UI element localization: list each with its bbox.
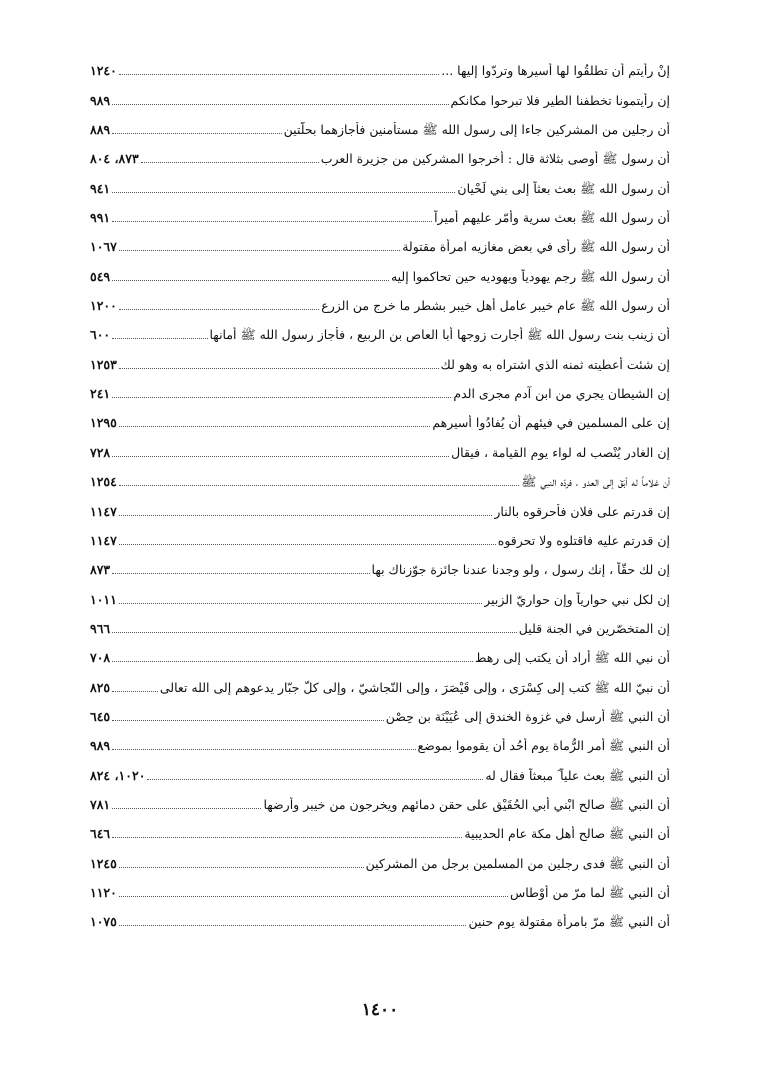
entry-text: أن النبي ﷺ فدى رجلين من المسلمين برجل من المشركين — [365, 855, 670, 871]
index-entry — [90, 725, 670, 754]
dot-leader — [141, 161, 319, 163]
index-entry — [90, 79, 670, 108]
entry-page-ref: ٩٦٦ — [90, 620, 111, 636]
index-entry — [90, 520, 670, 549]
dot-leader — [147, 778, 483, 780]
entry-text: إن الغادر يُنْصب له لواء يوم القيامة ، فيقال — [451, 444, 670, 460]
entry-text: أن رسول الله ﷺ رأى في بعض مغازيه امرأة مقتولة — [402, 239, 670, 255]
index-entry — [90, 373, 670, 402]
entry-text: أن رسول الله ﷺ رجم يهودياً ويهوديه حين تحاكموا إليه — [390, 268, 670, 284]
entry-text: أن النبي ﷺ صالح ابْني أبي الحُقَيْق على حقن دمائهم ويخرجون من خيبر وأرضها — [263, 796, 670, 812]
entry-page-ref: ١٠٧٥ — [90, 914, 117, 930]
entry-page-ref: ٦٤٥ — [90, 708, 111, 724]
index-entry — [90, 50, 670, 79]
entry-page-ref: ١١٤٧ — [90, 503, 117, 519]
entry-page-ref: ٧٠٨ — [90, 650, 111, 666]
dot-leader — [119, 308, 319, 310]
entry-page-ref: ١٠١١ — [90, 591, 117, 607]
entry-page-ref: ١٢٤٠ — [90, 63, 117, 79]
entry-text: أن نبيّ الله ﷺ كتب إلى كِسْرَى ، وإلى قَيْصَرَ ، وإلى النّجاشيّ ، وإلى كلّ جبّار يدعوهم إلى الله تعالى — [159, 679, 670, 695]
entry-text: أن النبي ﷺ صالح أهل مكة عام الحديبية — [464, 826, 670, 842]
entry-text: إن رأيتمونا تخطفنا الطير فلا تبرحوا مكانكم — [450, 92, 670, 108]
dot-leader — [112, 220, 432, 222]
dot-leader — [112, 748, 415, 750]
entry-text: أن رسول ﷺ أوصى بثلاثة قال : أخرجوا المشركين من جزيرة العرب — [320, 151, 670, 167]
entry-page-ref: ٩٤١ — [90, 180, 111, 196]
entry-page-ref: ٨٧٣، ٨٠٤ — [90, 151, 139, 167]
index-entry — [90, 608, 670, 637]
dot-leader — [112, 631, 517, 633]
entry-text: أن النبي ﷺ لما مرّ من أَوْطاس — [509, 884, 670, 900]
entry-text: إن على المسلمين في فيئهم أن يُفادُوا أسيرهم — [432, 415, 670, 431]
entry-text: إن شئت أعطيته ثمنه الذي اشتراه به وهو لك — [440, 356, 670, 372]
index-entry — [90, 696, 670, 725]
dot-leader — [119, 514, 493, 516]
entry-page-ref: ٨٧٣ — [90, 562, 111, 578]
dot-leader — [119, 73, 439, 75]
dot-leader — [119, 249, 400, 251]
entry-text: أن النبي ﷺ بعث علياً ؓ مبعثاً فقال له — [485, 767, 670, 783]
entry-page-ref: ١١٤٧ — [90, 532, 117, 548]
entry-text: أن النبي ﷺ أرسل في غزوة الخندق إلى عُيَيْنَة بن حِصْن — [385, 708, 670, 724]
index-entry — [90, 754, 670, 783]
index-entry — [90, 138, 670, 167]
index-entry — [90, 784, 670, 813]
entry-text: أن رسول الله ﷺ عام خيبر عامل أهل خيبر بشطر ما خرج من الزرع — [321, 298, 670, 314]
entry-text: إن لك حقّاً ، إنك رسول ، ولو وجدنا عندنا جائزة جوّزناك بها — [371, 562, 670, 578]
index-entry — [90, 431, 670, 460]
entry-page-ref: ٧٨١ — [90, 796, 111, 812]
entry-page-ref: ٩٨٩ — [90, 738, 111, 754]
entry-text: إن لكل نبي حوارياً وإن حواريّ الزبير — [484, 591, 670, 607]
entry-page-ref: ٩٩١ — [90, 210, 111, 226]
entry-text: أن رجلين من المشركين جاءا إلى رسول الله ﷺ مستأمنين فأجازهما بحلّتين — [283, 122, 670, 138]
entry-page-ref: ٦٤٦ — [90, 826, 111, 842]
dot-leader — [119, 425, 430, 427]
entry-text: إنْ رأيتم أن تطلقُوا لها أسيرها وتردّوا إليها ... — [441, 63, 670, 79]
index-entry — [90, 402, 670, 431]
page-number: ١٤٠٠ — [361, 1000, 399, 1020]
entry-text: أن النبي ﷺ أمر الرُّماة يوم أُحُد أن يقوموا بموضع — [417, 738, 670, 754]
dot-leader — [119, 866, 364, 868]
entry-text: أن النبي ﷺ مرّ بامرأة مقتولة يوم حنين — [468, 914, 670, 930]
dot-leader — [112, 572, 369, 574]
entry-text: أن غلاماً له أبَقَ إلى العدو ، فردّه النبي ﷺ — [521, 474, 670, 490]
dot-leader — [112, 191, 455, 193]
index-entry — [90, 461, 670, 490]
index-entry — [90, 343, 670, 372]
entry-text: أن رسول الله ﷺ بعث بعثاً إلى بني لَحْيان — [457, 180, 670, 196]
entry-page-ref: ٢٤١ — [90, 386, 111, 402]
entry-text: إن المتخصّرين في الجنة قليل — [518, 620, 670, 636]
entry-page-ref: ١٢٤٥ — [90, 855, 117, 871]
dot-leader — [112, 279, 389, 281]
entry-text: أن رسول الله ﷺ بعث سرية وأمّر عليهم أميراً — [434, 210, 670, 226]
dot-leader — [119, 924, 467, 926]
dot-leader — [119, 602, 482, 604]
dot-leader — [112, 719, 384, 721]
dot-leader — [112, 132, 282, 134]
dot-leader — [112, 660, 473, 662]
entry-text: إن قدرتم عليه فاقتلوه ولا تحرقوه — [497, 532, 670, 548]
index-entry — [90, 109, 670, 138]
dot-leader — [119, 367, 439, 369]
entry-text: إن قدرتم على فلان فأحرقوه بالنار — [494, 503, 670, 519]
index-entry — [90, 255, 670, 284]
entry-page-ref: ١١٢٠ — [90, 884, 117, 900]
index-entry — [90, 901, 670, 930]
entry-text: أن نبي الله ﷺ أراد أن يكتب إلى رهط — [474, 650, 670, 666]
entry-page-ref: ٩٨٩ — [90, 92, 111, 108]
index-entry — [90, 578, 670, 607]
dot-leader — [112, 337, 207, 339]
index-entry — [90, 285, 670, 314]
hadith-index-list — [90, 50, 670, 930]
dot-leader — [112, 455, 449, 457]
index-entry — [90, 197, 670, 226]
entry-text: أن زينب بنت رسول الله ﷺ أجارت زوجها أبا العاص بن الربيع ، فأجاز رسول الله ﷺ أمانها — [209, 327, 670, 343]
entry-text: إن الشيطان يجري من ابن آدم مجرى الدم — [453, 386, 670, 402]
entry-page-ref: ١٢٠٠ — [90, 298, 117, 314]
index-entry — [90, 490, 670, 519]
index-entry — [90, 167, 670, 196]
index-entry — [90, 637, 670, 666]
entry-page-ref: ٥٤٩ — [90, 268, 111, 284]
index-entry — [90, 872, 670, 901]
entry-page-ref: ١٢٥٣ — [90, 356, 117, 372]
entry-page-ref: ١٢٩٥ — [90, 415, 117, 431]
entry-page-ref: ٨٢٥ — [90, 679, 111, 695]
dot-leader — [112, 396, 451, 398]
entry-page-ref: ٧٢٨ — [90, 444, 111, 460]
index-entry — [90, 226, 670, 255]
dot-leader — [112, 103, 448, 105]
index-entry — [90, 842, 670, 871]
entry-page-ref: ٦٠٠ — [90, 327, 111, 343]
entry-page-ref: ١٠٦٧ — [90, 239, 117, 255]
index-entry — [90, 666, 670, 695]
entry-page-ref: ١٢٥٤ — [90, 474, 117, 490]
dot-leader — [119, 895, 508, 897]
dot-leader — [112, 836, 462, 838]
index-entry — [90, 314, 670, 343]
entry-page-ref: ٨٨٩ — [90, 122, 111, 138]
entry-page-ref: ١٠٢٠، ٨٢٤ — [90, 767, 146, 783]
dot-leader — [119, 484, 519, 486]
index-entry — [90, 549, 670, 578]
dot-leader — [119, 543, 496, 545]
index-entry — [90, 813, 670, 842]
dot-leader — [112, 690, 158, 692]
dot-leader — [112, 807, 261, 809]
